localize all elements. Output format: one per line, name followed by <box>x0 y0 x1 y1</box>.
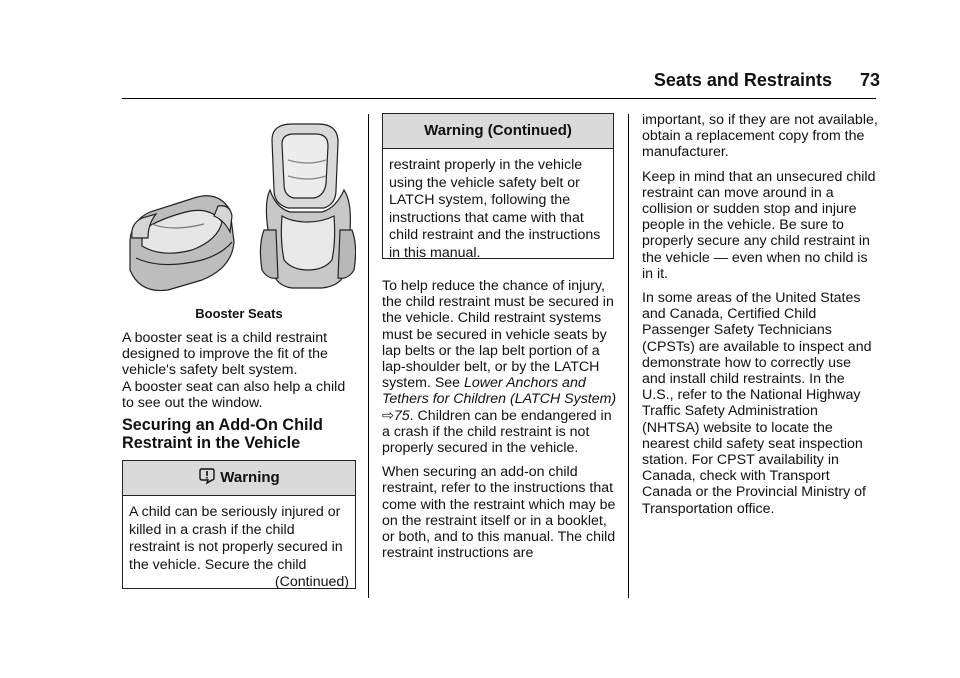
column-3-text <box>642 112 878 525</box>
paragraph-text: . Children can be endangered in a crash if the child restraint is not properly secured in the vehicle. <box>382 407 612 457</box>
column-2-text <box>382 278 618 569</box>
warning-box-continued <box>382 113 614 259</box>
warning-header <box>123 461 355 496</box>
section-title: Seats and Restraints <box>653 70 832 90</box>
high-back-booster-seat <box>260 124 355 288</box>
warning-symbol-icon <box>198 467 216 485</box>
paragraph: When securing an add-on child restraint, refer to the instructions that come with the restraint which may be on the restraint itself or in a booklet, or both, and to this manual. The child restraint instructions are <box>382 464 616 562</box>
header-rule <box>122 98 876 99</box>
warning-box <box>122 460 356 589</box>
paragraph: In some areas of the United States and Canada, Certified Child Passenger Safety Technicians (CPSTs) are available to inspect and demonstrate how to correctly use and install child restraints. In the U.S., refer to the National Highway Traffic Safety Administration (NHTSA) website to locate the nearest child safety seat inspection station. For CPST availability in Canada, check with Transport Canada or the Provincial Ministry of Transportation office. <box>642 290 872 517</box>
warning-body: restraint properly in the vehicle using the vehicle safety belt or LATCH system, following the instructions that came with that child restraint and the instructions in this manual. <box>389 157 601 261</box>
paragraph-text: To help reduce the chance of injury, the child restraint must be secured in the vehicle. Child restraint systems must be secured in vehicle seats by lap belts or the lap belt portion of a lap-shoulder belt, or by the LATCH system. See <box>382 278 614 392</box>
figure-caption: Booster Seats <box>195 306 283 321</box>
backless-booster-seat <box>130 196 234 291</box>
section-heading: Securing an Add-On Child Restraint in the Vehicle <box>122 416 323 452</box>
page-reference-number[interactable]: 75 <box>393 407 410 424</box>
paragraph: A booster seat can also help a child to see out the window. <box>122 378 346 411</box>
continued-label: (Continued) <box>274 574 349 591</box>
warning-header: Warning (Continued) <box>383 114 613 149</box>
warning-title: Warning <box>220 469 280 486</box>
paragraph: Keep in mind that an unsecured child restraint can move around in a collision or sudden stop and injure people in the vehicle. Be sure to properly secure any child restraint in the vehicle — even when no child is in it. <box>642 168 876 282</box>
page-number: 73 <box>859 70 880 90</box>
warning-body <box>123 496 355 598</box>
column-divider-1 <box>368 114 369 598</box>
booster-seats-illustration <box>122 120 356 302</box>
column-1-text <box>122 330 360 419</box>
page-reference-icon: ⇨ <box>382 407 394 424</box>
warning-text: A child can be seriously injured or killed in a crash if the child restraint is not properly secured in the vehicle. Secure the child <box>129 504 343 573</box>
booster-seats-figure <box>122 120 356 302</box>
cross-reference-link[interactable]: Lower Anchors and Tethers for Children (LATCH System) <box>382 375 617 408</box>
page-header <box>0 70 880 91</box>
column-divider-2 <box>628 114 629 598</box>
paragraph: A booster seat is a child restraint designed to improve the fit of the vehicle's safety belt system. <box>122 330 328 379</box>
paragraph: important, so if they are not available, obtain a replacement copy from the manufacturer. <box>642 112 878 161</box>
paragraph <box>382 278 618 456</box>
